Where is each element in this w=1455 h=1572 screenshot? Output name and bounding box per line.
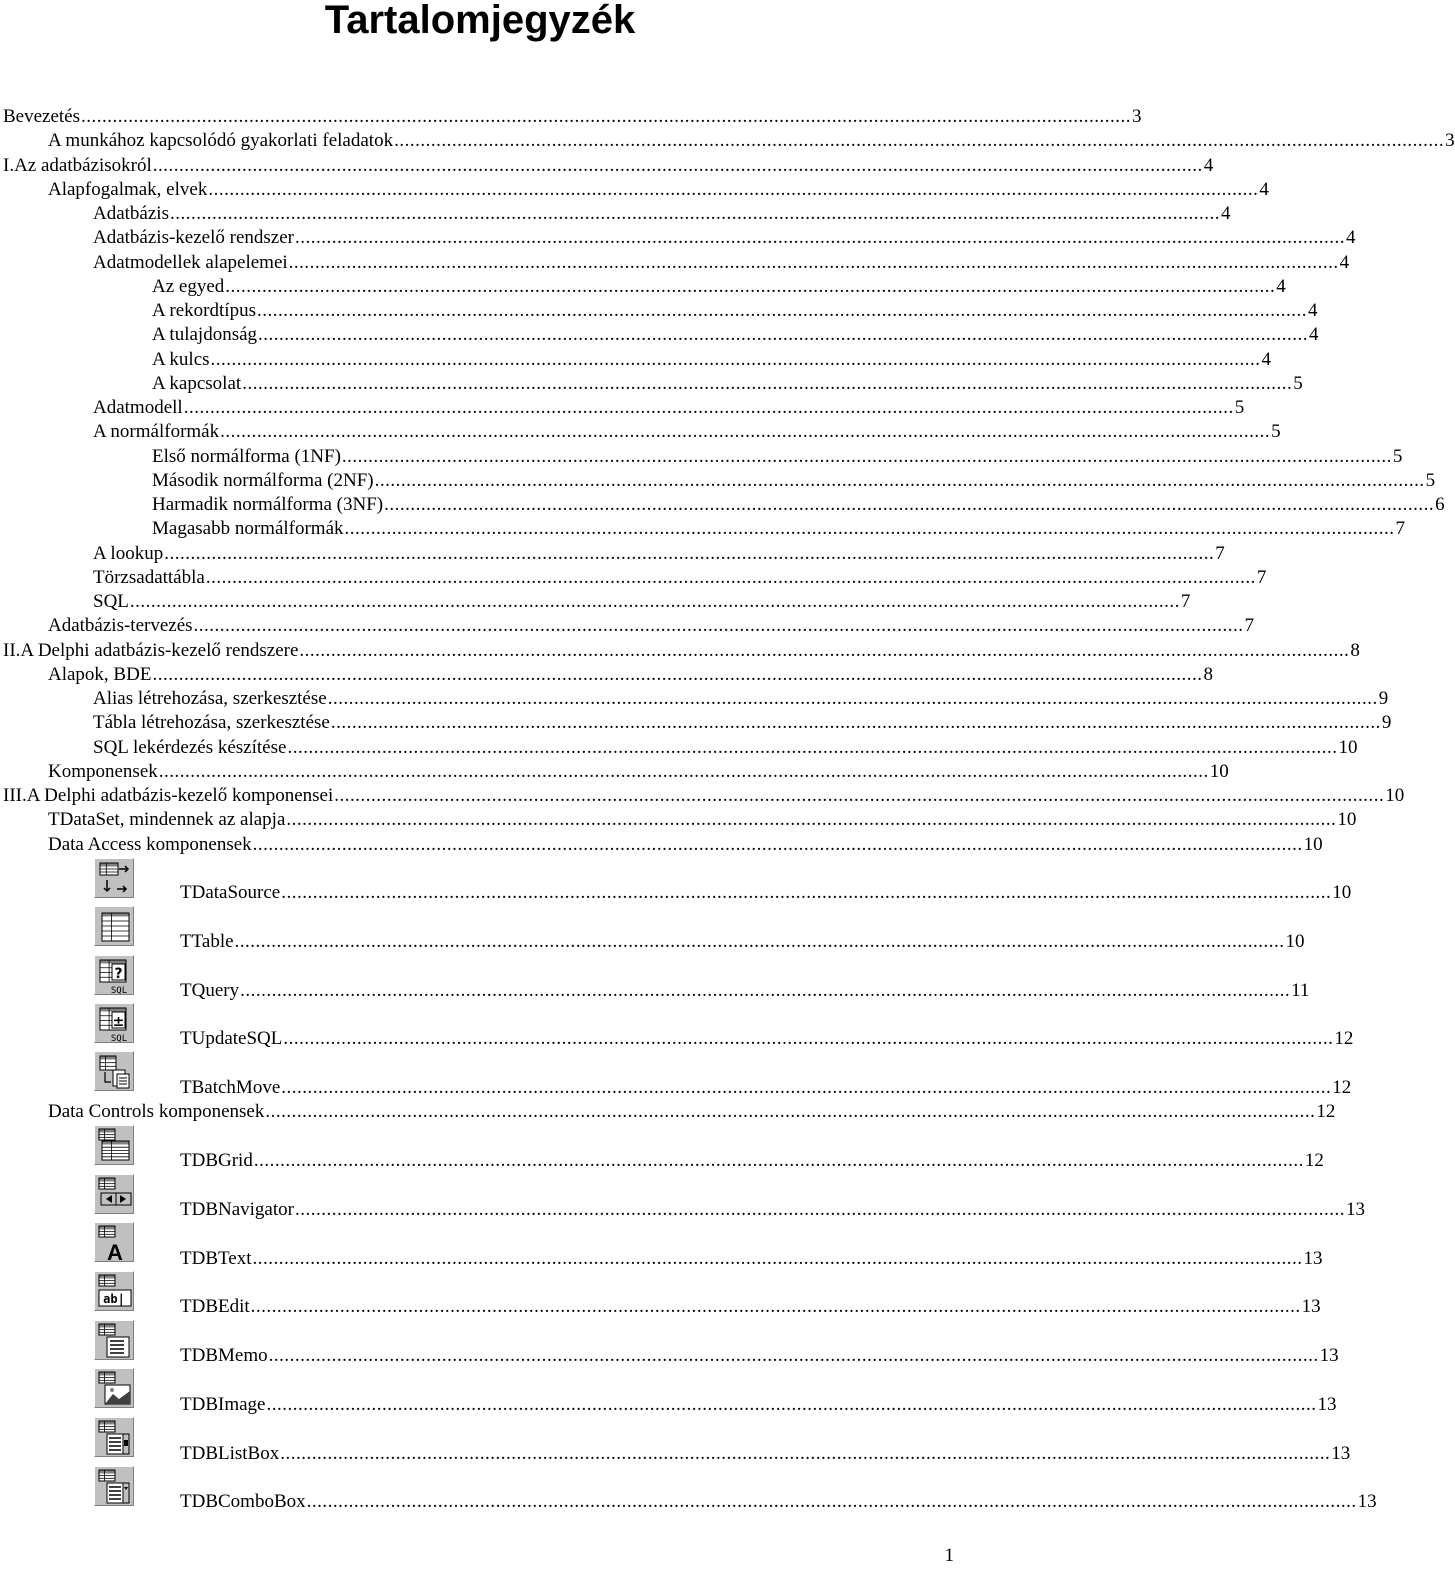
toc-leader-dots: ........................................................................................................................................................................................................ (129, 591, 1180, 612)
toc-entry-page: 3 (1445, 130, 1455, 152)
toc-entry-page: 13 (1331, 1443, 1351, 1464)
toc-entry[interactable] (152, 275, 1286, 298)
toc-leader-dots: ........................................................................................................................................................................................................ (250, 1296, 1301, 1317)
toc-entry-page: 3 (1132, 106, 1142, 127)
toc-entry-page: 4 (1339, 251, 1350, 273)
toc-entry-label: TTable (180, 931, 234, 952)
toc-entry[interactable] (93, 203, 1231, 225)
toc-entry-page: 10 (1337, 809, 1357, 831)
toc-leader-dots: ........................................................................................................................................................................................................ (394, 130, 1445, 152)
toc-entry-page: 10 (1385, 785, 1405, 806)
toc-entry-page: 10 (1285, 931, 1305, 952)
toc-entry-page: 12 (1316, 1101, 1336, 1122)
toc-entry[interactable] (180, 1248, 1323, 1270)
toc-leader-dots: ........................................................................................................................................................................................................ (256, 300, 1307, 321)
toc-entry-label: Alapok, BDE (48, 663, 152, 685)
toc-leader-dots: ........................................................................................................................................................................................................ (341, 445, 1392, 467)
toc-entry[interactable] (48, 1101, 1336, 1123)
toc-entry[interactable] (152, 348, 1272, 371)
toc-leader-dots: ........................................................................................................................................................................................................ (164, 542, 1215, 564)
toc-entry[interactable] (180, 1077, 1352, 1099)
toc-entry-page: 4 (1307, 300, 1318, 321)
toc-entry-page: 5 (1425, 469, 1436, 491)
toc-entry-label: A kapcsolat (152, 372, 242, 394)
toc-entry-page: 10 (1303, 833, 1323, 855)
toc-entry[interactable] (152, 445, 1403, 468)
toc-entry-label: SQL lekérdezés készítése (93, 736, 287, 758)
toc-entry-label: Komponensek (48, 760, 158, 782)
dbgrid-icon (94, 1125, 134, 1165)
toc-entry[interactable] (180, 980, 1310, 1002)
toc-entry[interactable] (152, 469, 1436, 492)
query-icon (94, 955, 134, 995)
toc-entry-page: 10 (1332, 882, 1352, 903)
toc-entry-page: 7 (1215, 542, 1225, 564)
toc-leader-dots: ........................................................................................................................................................................................................ (169, 203, 1220, 224)
toc-leader-dots: ........................................................................................................................................................................................................ (242, 372, 1293, 394)
toc-entry-label: Bevezetés (3, 106, 81, 127)
toc-entry-page: 13 (1345, 1199, 1365, 1220)
toc-entry-label: TBatchMove (180, 1077, 281, 1098)
toc-entry[interactable] (180, 1491, 1377, 1513)
dbcombobox-icon (94, 1466, 134, 1506)
toc-entry-label: Az egyed (152, 275, 225, 297)
dbtext-icon (94, 1222, 134, 1265)
toc-leader-dots: ........................................................................................................................................................................................................ (258, 324, 1309, 346)
toc-leader-dots: ........................................................................................................................................................................................................ (152, 663, 1203, 685)
toc-entry[interactable] (180, 931, 1305, 953)
toc-leader-dots: ........................................................................................................................................................................................................ (330, 712, 1381, 734)
toc-entry-page: 10 (1209, 760, 1229, 782)
toc-entry[interactable] (93, 227, 1356, 249)
toc-entry-label: TDBEdit (180, 1296, 250, 1317)
toc-leader-dots: ........................................................................................................................................................................................................ (252, 833, 1303, 855)
toc-entry-label: Törzsadattábla (93, 566, 205, 588)
toc-entry-page: 12 (1304, 1150, 1324, 1171)
toc-entry[interactable] (48, 130, 1455, 152)
toc-entry-label: TQuery (180, 980, 240, 1001)
toc-leader-dots: ........................................................................................................................................................................................................ (234, 931, 1285, 952)
toc-entry-label: A lookup (93, 542, 164, 564)
toc-entry-label: Adatmodellek alapelemei (93, 251, 288, 273)
toc-entry[interactable] (152, 494, 1445, 516)
toc-entry-label: II.A Delphi adatbázis-kezelő rendszere (3, 639, 299, 661)
toc-entry-page: 10 (1338, 736, 1358, 758)
toc-leader-dots: ........................................................................................................................................................................................................ (268, 1345, 1319, 1366)
updatesql-icon (94, 1003, 134, 1043)
toc-entry-page: 5 (1271, 421, 1281, 443)
toc-entry-page: 5 (1234, 397, 1245, 418)
toc-entry-page: 7 (1244, 615, 1255, 637)
page-number: 1 (944, 1545, 954, 1566)
toc-entry-page: 7 (1256, 566, 1267, 588)
toc-entry-page: 7 (1395, 518, 1406, 540)
toc-entry-page: 4 (1220, 203, 1231, 224)
toc-leader-dots: ........................................................................................................................................................................................................ (220, 421, 1271, 443)
svg-text:SQL: SQL (110, 986, 128, 996)
toc-entry-page: 7 (1180, 591, 1191, 612)
datasource-icon (94, 858, 134, 898)
toc-entry[interactable] (93, 688, 1389, 710)
toc-leader-dots: ........................................................................................................................................................................................................ (299, 639, 1350, 661)
toc-leader-dots: ........................................................................................................................................................................................................ (374, 469, 1425, 491)
toc-leader-dots: ........................................................................................................................................................................................................ (252, 1248, 1303, 1269)
toc-entry[interactable] (48, 615, 1255, 637)
toc-leader-dots: ........................................................................................................................................................................................................ (193, 615, 1244, 637)
toc-entry-label: Első normálforma (1NF) (152, 445, 341, 467)
toc-entry-page: 9 (1381, 712, 1392, 734)
toc-entry[interactable] (3, 785, 1405, 807)
toc-entry[interactable] (48, 178, 1269, 201)
toc-leader-dots: ........................................................................................................................................................................................................ (281, 882, 1332, 903)
toc-entry-label: A normálformák (93, 421, 220, 443)
toc-entry-page: 8 (1203, 663, 1213, 685)
toc-entry[interactable] (93, 591, 1191, 613)
toc-entry-page: 13 (1357, 1491, 1377, 1512)
table-icon (94, 906, 134, 946)
toc-entry-label: TDataSource (180, 882, 281, 903)
toc-leader-dots: ........................................................................................................................................................................................................ (334, 785, 1385, 806)
toc-entry-label: Második normálforma (2NF) (152, 469, 374, 491)
toc-entry[interactable] (48, 833, 1323, 856)
toc-entry-page: 13 (1317, 1394, 1337, 1415)
toc-entry[interactable] (180, 1150, 1324, 1172)
toc-entry-page: 13 (1319, 1345, 1339, 1366)
toc-entry[interactable] (152, 324, 1319, 346)
toc-entry[interactable] (180, 1028, 1354, 1050)
toc-leader-dots: ........................................................................................................................................................................................................ (287, 736, 1338, 758)
toc-entry-page: 4 (1276, 275, 1286, 297)
toc-entry[interactable] (180, 1345, 1339, 1367)
toc-entry-label: TUpdateSQL (180, 1028, 283, 1049)
toc-leader-dots: ........................................................................................................................................................................................................ (294, 227, 1345, 249)
toc-entry[interactable] (93, 736, 1358, 759)
toc-entry-label: Alapfogalmak, elvek (48, 178, 208, 200)
toc-entry-page: 13 (1303, 1248, 1323, 1269)
toc-entry-label: TDBImage (180, 1394, 266, 1415)
toc-entry[interactable] (152, 372, 1303, 395)
toc-entry-page: 5 (1293, 372, 1303, 394)
toc-entry[interactable] (152, 518, 1406, 540)
toc-entry-label: Adatbázis-kezelő rendszer (93, 227, 294, 249)
toc-entry-page: 4 (1261, 348, 1272, 370)
toc-leader-dots: ........................................................................................................................................................................................................ (344, 518, 1395, 540)
toc-entry-label: TDBListBox (180, 1443, 280, 1464)
toc-leader-dots: ........................................................................................................................................................................................................ (240, 980, 1291, 1001)
toc-leader-dots: ........................................................................................................................................................................................................ (294, 1199, 1345, 1220)
toc-entry[interactable] (93, 397, 1245, 419)
toc-entry[interactable] (93, 251, 1350, 274)
toc-entry-label: Adatbázis-tervezés (48, 615, 193, 637)
svg-text:?: ? (114, 966, 123, 982)
toc-entry-label: A munkához kapcsolódó gyakorlati feladatok (48, 130, 394, 152)
toc-leader-dots: ........................................................................................................................................................................................................ (280, 1443, 1331, 1464)
toc-entry[interactable] (180, 1443, 1351, 1465)
toc-entry-label: A kulcs (152, 348, 210, 370)
svg-text:A: A (107, 1240, 123, 1265)
toc-leader-dots: ........................................................................................................................................................................................................ (306, 1491, 1357, 1512)
toc-entry[interactable] (3, 154, 1214, 177)
toc-entry-label: Alias létrehozása, szerkesztése (93, 688, 327, 709)
dbnavigator-icon (94, 1174, 134, 1214)
toc-entry[interactable] (48, 809, 1357, 831)
toc-leader-dots: ........................................................................................................................................................................................................ (205, 566, 1256, 588)
toc-leader-dots: ........................................................................................................................................................................................................ (183, 397, 1234, 418)
toc-entry[interactable] (3, 106, 1142, 128)
toc-entry-label: A rekordtípus (152, 300, 256, 321)
toc-entry[interactable] (93, 566, 1267, 589)
toc-entry[interactable] (180, 882, 1352, 904)
svg-text:±: ± (112, 1014, 125, 1030)
toc-entry[interactable] (48, 760, 1229, 783)
page-title: Tartalomjegyzék (324, 0, 636, 42)
dbmemo-icon (94, 1320, 134, 1360)
svg-text:SQL: SQL (110, 1034, 128, 1044)
toc-entry-page: 9 (1378, 688, 1389, 709)
toc-entry-page: 4 (1345, 227, 1356, 249)
toc-entry-page: 5 (1392, 445, 1403, 467)
toc-leader-dots: ........................................................................................................................................................................................................ (288, 251, 1339, 273)
toc-leader-dots: ........................................................................................................................................................................................................ (265, 1101, 1316, 1122)
toc-entry-page: 4 (1259, 178, 1269, 200)
toc-entry-label: Data Controls komponensek (48, 1101, 265, 1122)
toc-entry[interactable] (93, 712, 1392, 734)
dblistbox-icon (94, 1417, 134, 1457)
toc-entry-label: Data Access komponensek (48, 833, 252, 855)
toc-entry[interactable] (93, 542, 1225, 565)
toc-entry-label: Magasabb normálformák (152, 518, 344, 540)
toc-entry-label: TDataSet, mindennek az alapja (48, 809, 286, 831)
toc-leader-dots: ........................................................................................................................................................................................................ (327, 688, 1378, 709)
toc-entry-page: 4 (1309, 324, 1319, 346)
toc-leader-dots: ........................................................................................................................................................................................................ (384, 494, 1435, 515)
toc-entry-label: A tulajdonság (152, 324, 258, 346)
toc-leader-dots: ........................................................................................................................................................................................................ (208, 178, 1259, 200)
toc-leader-dots: ........................................................................................................................................................................................................ (210, 348, 1261, 370)
toc-entry-page: 11 (1291, 980, 1310, 1001)
toc-leader-dots: ........................................................................................................................................................................................................ (158, 760, 1209, 782)
toc-entry-label: Adatmodell (93, 397, 183, 418)
toc-entry-label: I.Az adatbázisokról (3, 154, 152, 176)
toc-entry-label: III.A Delphi adatbázis-kezelő komponensei (3, 785, 334, 806)
toc-entry-label: SQL (93, 591, 129, 612)
toc-entry-page: 8 (1350, 639, 1360, 661)
toc-leader-dots: ........................................................................................................................................................................................................ (281, 1077, 1332, 1098)
batchmove-icon (94, 1051, 134, 1091)
toc-entry-label: TDBMemo (180, 1345, 268, 1366)
toc-entry-label: Adatbázis (93, 203, 169, 224)
toc-leader-dots: ........................................................................................................................................................................................................ (152, 154, 1203, 176)
toc-entry-label: TDBNavigator (180, 1199, 294, 1220)
toc-entry-page: 12 (1332, 1077, 1352, 1098)
toc-leader-dots: ........................................................................................................................................................................................................ (253, 1150, 1304, 1171)
toc-leader-dots: ........................................................................................................................................................................................................ (266, 1394, 1317, 1415)
toc-leader-dots: ........................................................................................................................................................................................................ (283, 1028, 1334, 1049)
toc-entry-label: Tábla létrehozása, szerkesztése (93, 712, 330, 734)
toc-entry-label: TDBComboBox (180, 1491, 306, 1512)
dbimage-icon (94, 1368, 134, 1408)
toc-entry-page: 4 (1203, 154, 1214, 176)
toc-entry[interactable] (93, 421, 1281, 443)
svg-text:ab|: ab| (103, 1292, 125, 1306)
toc-entry-label: Harmadik normálforma (3NF) (152, 494, 384, 515)
toc-entry-page: 12 (1334, 1028, 1354, 1049)
toc-entry[interactable] (152, 300, 1318, 322)
toc-entry-page: 13 (1301, 1296, 1321, 1317)
toc-entry[interactable] (3, 639, 1360, 662)
toc-entry-page: 6 (1435, 494, 1445, 515)
toc-leader-dots: ........................................................................................................................................................................................................ (286, 809, 1337, 831)
toc-entry-label: TDBText (180, 1248, 252, 1269)
toc-leader-dots: ........................................................................................................................................................................................................ (225, 275, 1276, 297)
dbedit-icon (94, 1271, 134, 1311)
toc-entry[interactable] (180, 1199, 1365, 1221)
toc-leader-dots: ........................................................................................................................................................................................................ (81, 106, 1132, 127)
toc-entry[interactable] (48, 663, 1213, 686)
toc-entry-label: TDBGrid (180, 1150, 253, 1171)
toc-entry[interactable] (180, 1296, 1321, 1318)
toc-entry[interactable] (180, 1394, 1337, 1416)
